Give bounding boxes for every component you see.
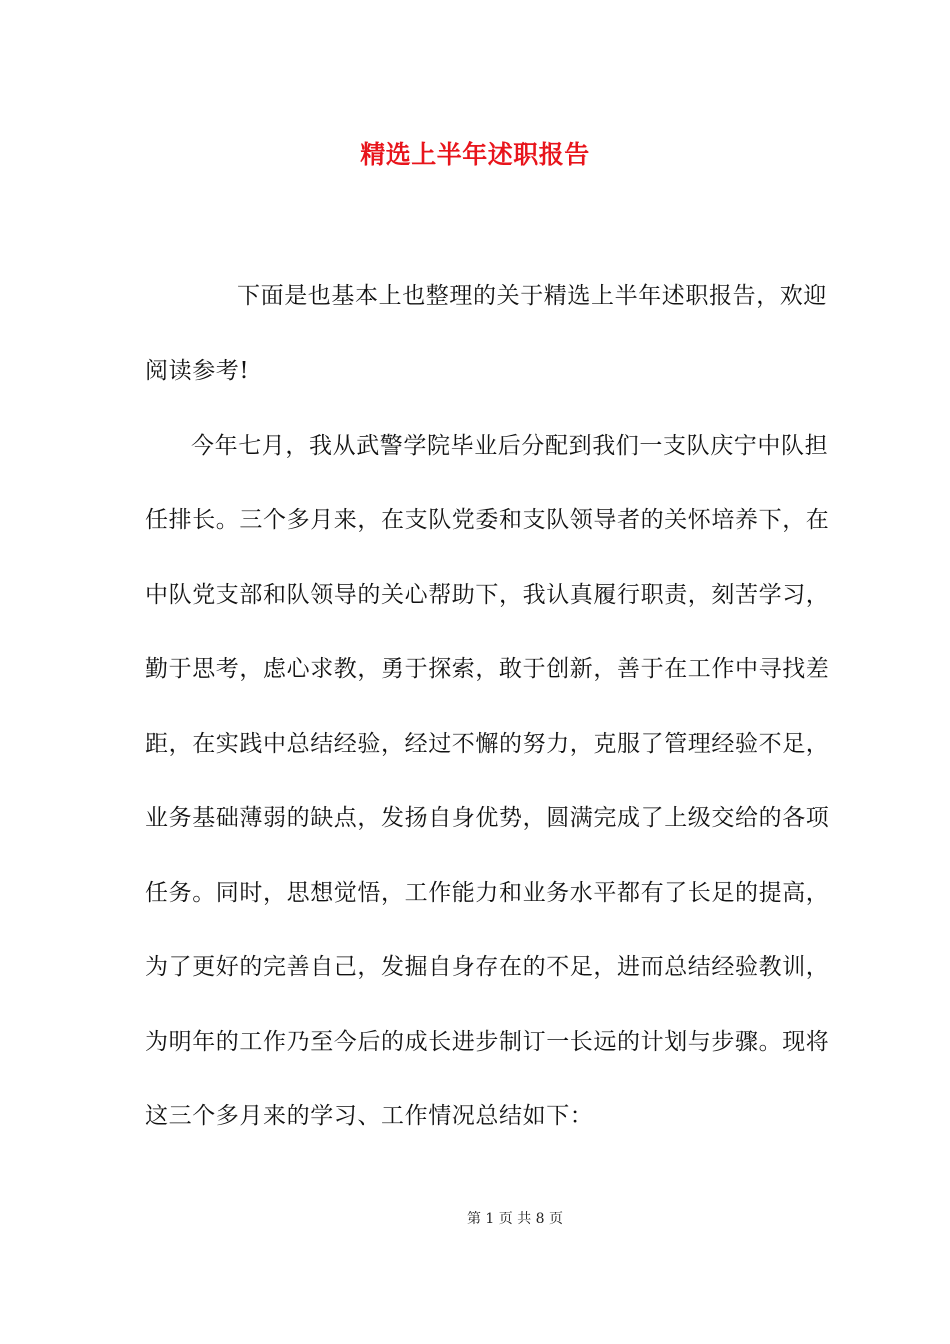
paragraph-line: 勤于思考，虑心求教，勇于探索，敢于创新，善于在工作中寻找差 [145,656,830,682]
paragraph-line: 任务。同时，思想觉悟，工作能力和业务水平都有了长足的提高， [145,880,830,906]
paragraph-line: 任排长。三个多月来，在支队党委和支队领导者的关怀培养下，在 [145,507,830,533]
paragraph-line: 下面是也基本上也整理的关于精选上半年述职报告，欢迎 [237,283,827,309]
paragraph-line: 阅读参考! [145,358,250,384]
paragraph-line: 今年七月，我从武警学院毕业后分配到我们一支队庆宁中队担 [191,433,829,459]
paragraph-line: 为明年的工作乃至今后的成长进步制订一长远的计划与步骤。现将 [145,1029,830,1055]
paragraph-line: 距，在实践中总结经验，经过不懈的努力，克服了管理经验不足， [145,731,830,757]
paragraph-line: 业务基础薄弱的缺点，发扬自身优势，圆满完成了上级交给的各项 [145,805,830,831]
paragraph-line: 这三个多月来的学习、工作情况总结如下： [145,1103,594,1129]
page-number-footer: 第 1 页 共 8 页 [466,1211,564,1227]
paragraph-line: 为了更好的完善自己，发掘自身存在的不足，进而总结经验教训， [145,954,830,980]
paragraph-line: 中队党支部和队领导的关心帮助下，我认真履行职责，刻苦学习， [145,582,830,608]
document-title: 精选上半年述职报告 [360,140,590,169]
